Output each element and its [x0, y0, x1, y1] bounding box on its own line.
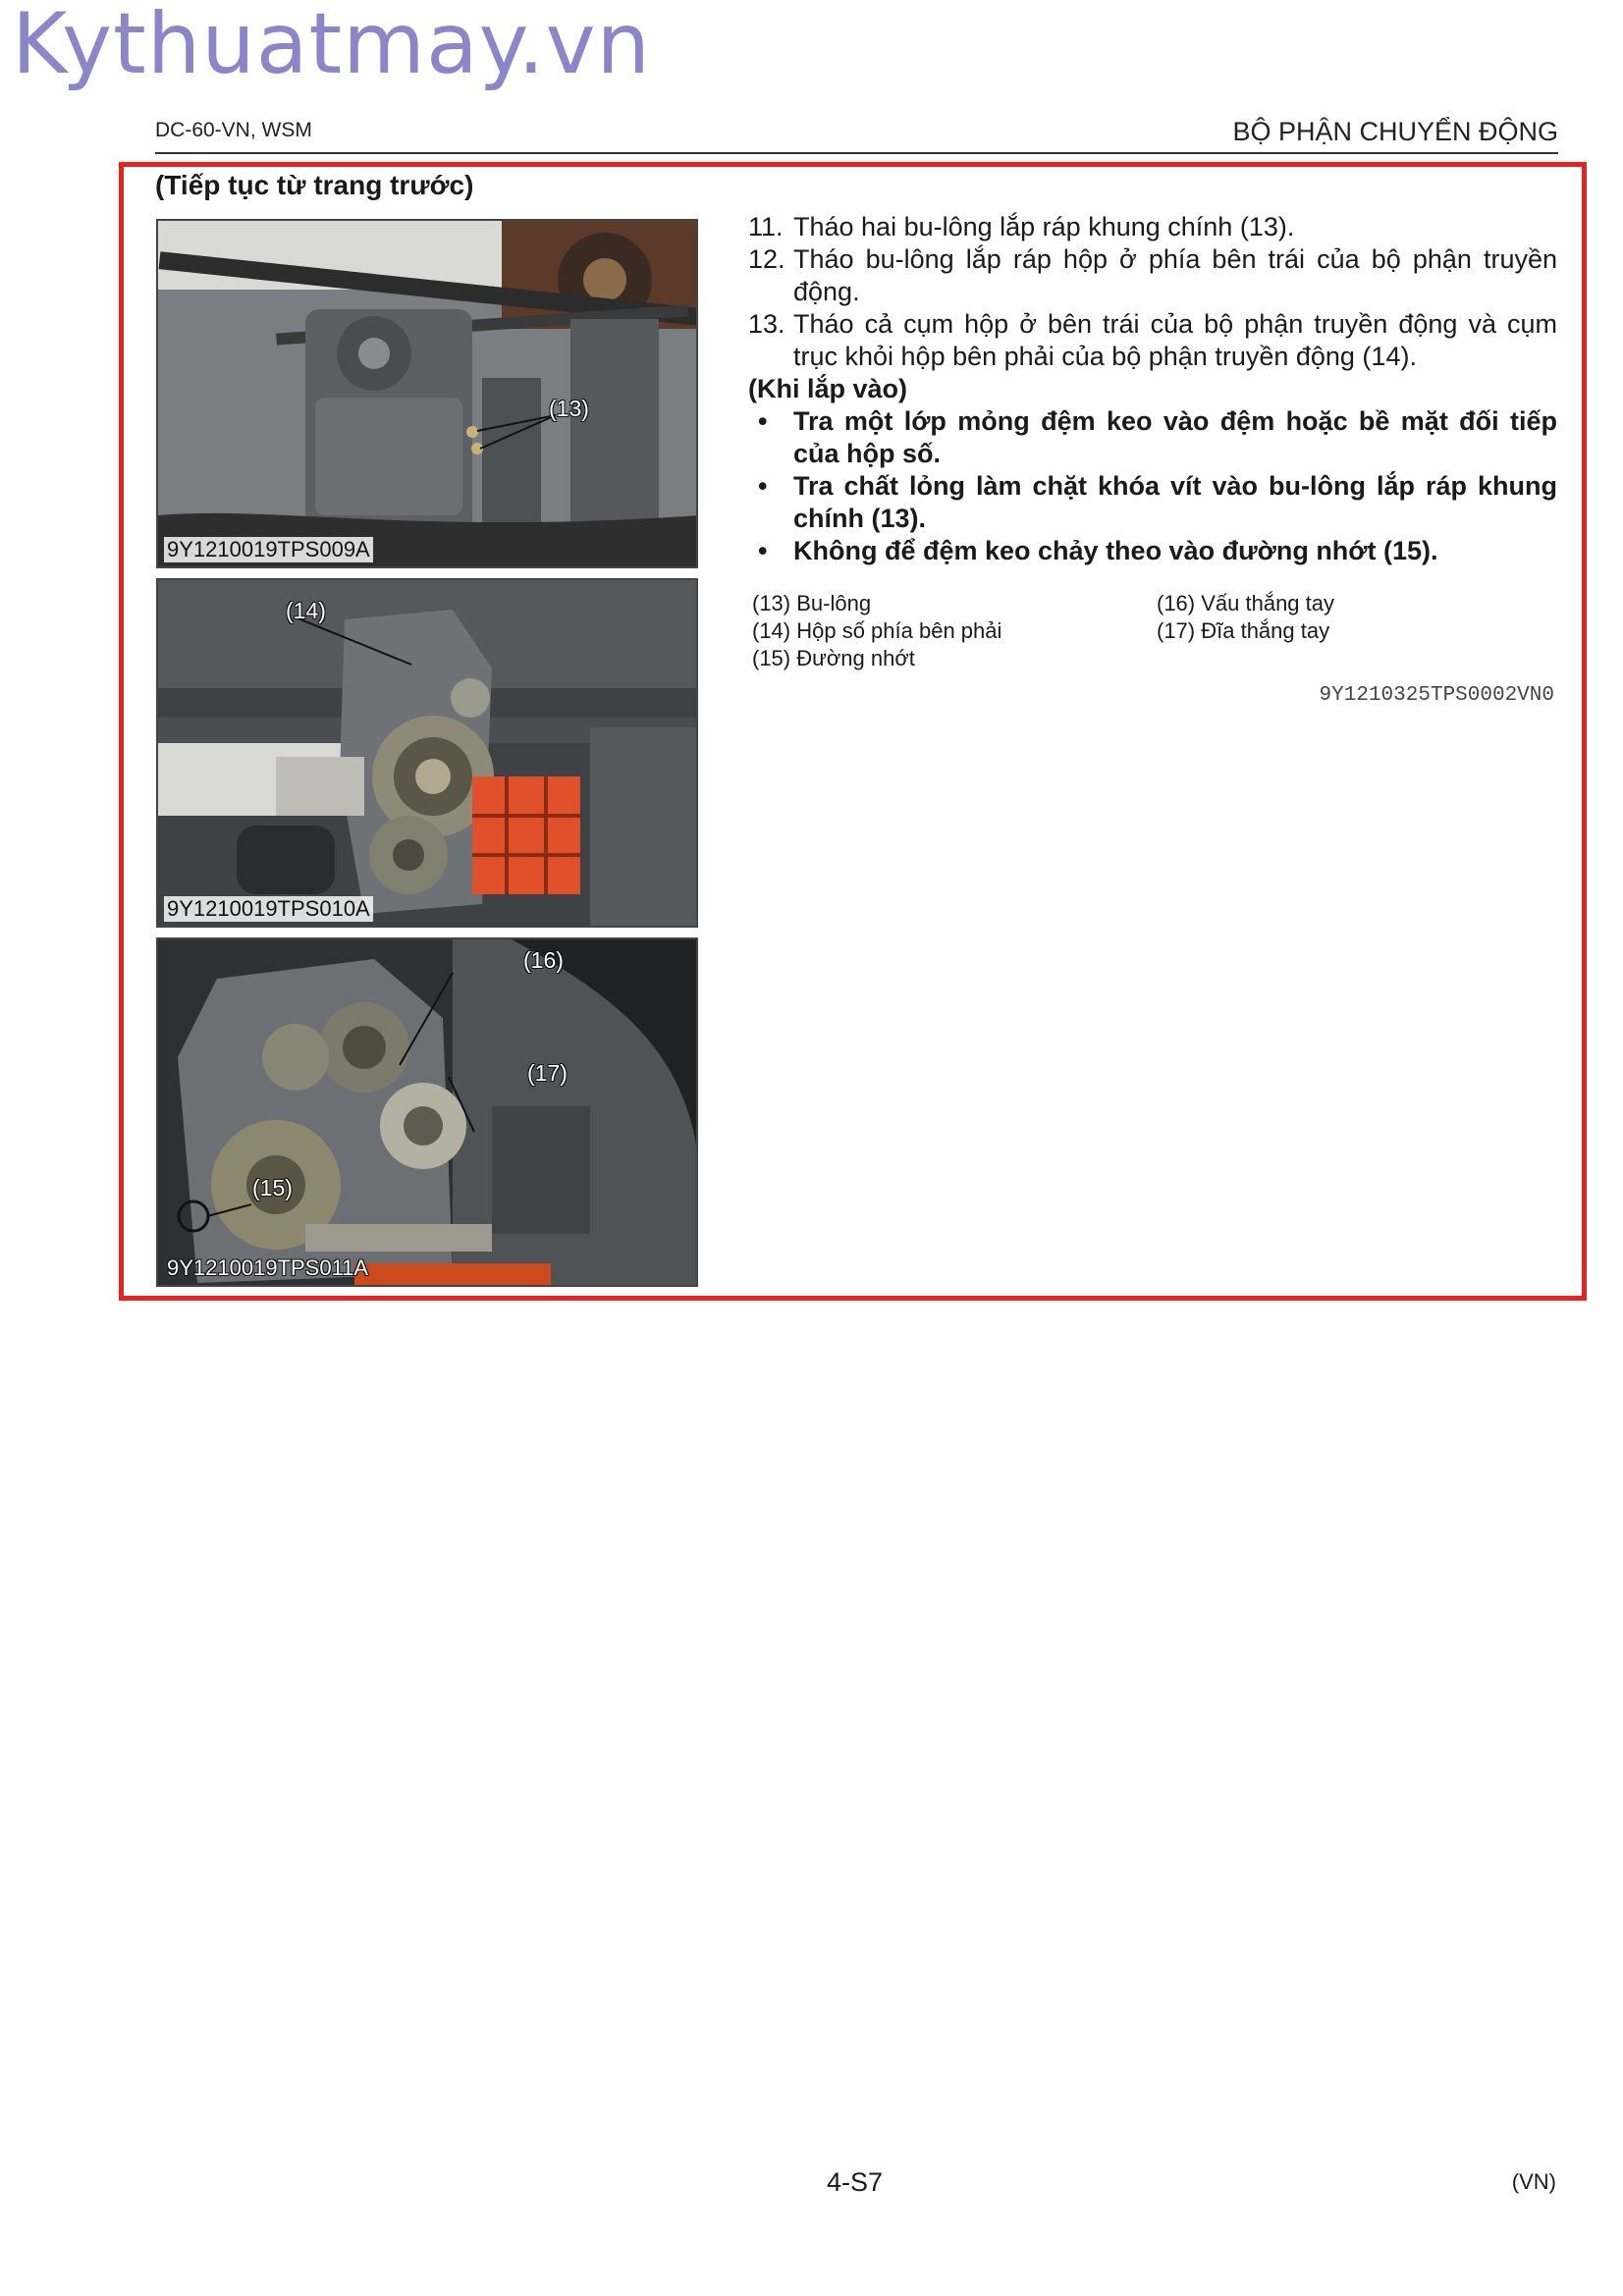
callout-16: (16) [523, 947, 564, 973]
legend-item: (17) Đĩa thắng tay [1157, 618, 1330, 643]
install-note [748, 470, 1557, 535]
photo-2-illustration [158, 580, 698, 928]
install-note [748, 535, 1557, 567]
step-text: Tháo hai bu-lông lắp ráp khung chính (13). [793, 212, 1295, 241]
step-text: Tháo cả cụm hộp ở bên trái của bộ phận truyền động và cụm trục khỏi hộp bên phải của bộ phận truyền động (14). [793, 309, 1557, 371]
install-note-text: Không để đệm keo chảy theo vào đường nhớt (15). [793, 536, 1438, 565]
photo-code: 9Y1210019TPS011A [167, 1255, 369, 1280]
photo-3-illustration [158, 939, 698, 1287]
step-number: 13. [748, 309, 785, 339]
legend-item: (16) Vấu thắng tay [1157, 591, 1335, 615]
watermark: Kythuatmay.vn [12, 0, 652, 93]
bullet-icon: • [758, 536, 768, 565]
parts-legend-right [1157, 590, 1334, 645]
step-number: 11. [748, 212, 784, 241]
photo-brake-parts [156, 937, 698, 1287]
step-text: Tháo bu-lông lắp ráp hộp ở phía bên trái của bộ phận truyền động. [793, 244, 1557, 306]
callout-14: (14) [286, 598, 326, 623]
step-item [748, 211, 1557, 243]
callout-15: (15) [252, 1175, 293, 1201]
section-title: BỘ PHẬN CHUYỂN ĐỘNG [1232, 117, 1558, 146]
callout-17: (17) [527, 1060, 568, 1086]
install-note-text: Tra chất lỏng làm chặt khóa vít vào bu-lông lắp ráp khung chính (13). [793, 471, 1557, 533]
install-note-text: Tra một lớp mỏng đệm keo vào đệm hoặc bề mặt đối tiếp của hộp số. [793, 406, 1557, 468]
photo-engine-bolts [156, 219, 698, 568]
photo-code: 9Y1210019TPS010A [164, 896, 373, 922]
legend-item: (13) Bu-lông [752, 591, 872, 615]
document-reference: 9Y1210325TPS0002VN0 [1319, 684, 1554, 707]
step-item [748, 243, 1557, 308]
legend-item: (15) Đường nhớt [752, 646, 915, 670]
header-divider [155, 152, 1558, 154]
procedure-steps [748, 211, 1557, 567]
step-item [748, 308, 1557, 373]
install-note [748, 405, 1557, 470]
bullet-icon: • [758, 406, 768, 436]
language-tag: (VN) [1511, 2169, 1556, 2194]
photo-right-gearbox [156, 578, 698, 928]
photo-1-illustration [158, 221, 698, 568]
photo-code: 9Y1210019TPS009A [164, 537, 373, 562]
bullet-icon: • [758, 471, 768, 501]
install-heading: (Khi lắp vào) [748, 374, 908, 403]
step-number: 12. [748, 244, 785, 274]
document-id: DC-60-VN, WSM [155, 119, 312, 141]
callout-13: (13) [549, 396, 589, 421]
page-number: 4-S7 [827, 2167, 884, 2197]
legend-item: (14) Hộp số phía bên phải [752, 618, 1002, 643]
parts-legend-left [752, 590, 1001, 672]
continued-label: (Tiếp tục từ trang trước) [155, 170, 474, 200]
